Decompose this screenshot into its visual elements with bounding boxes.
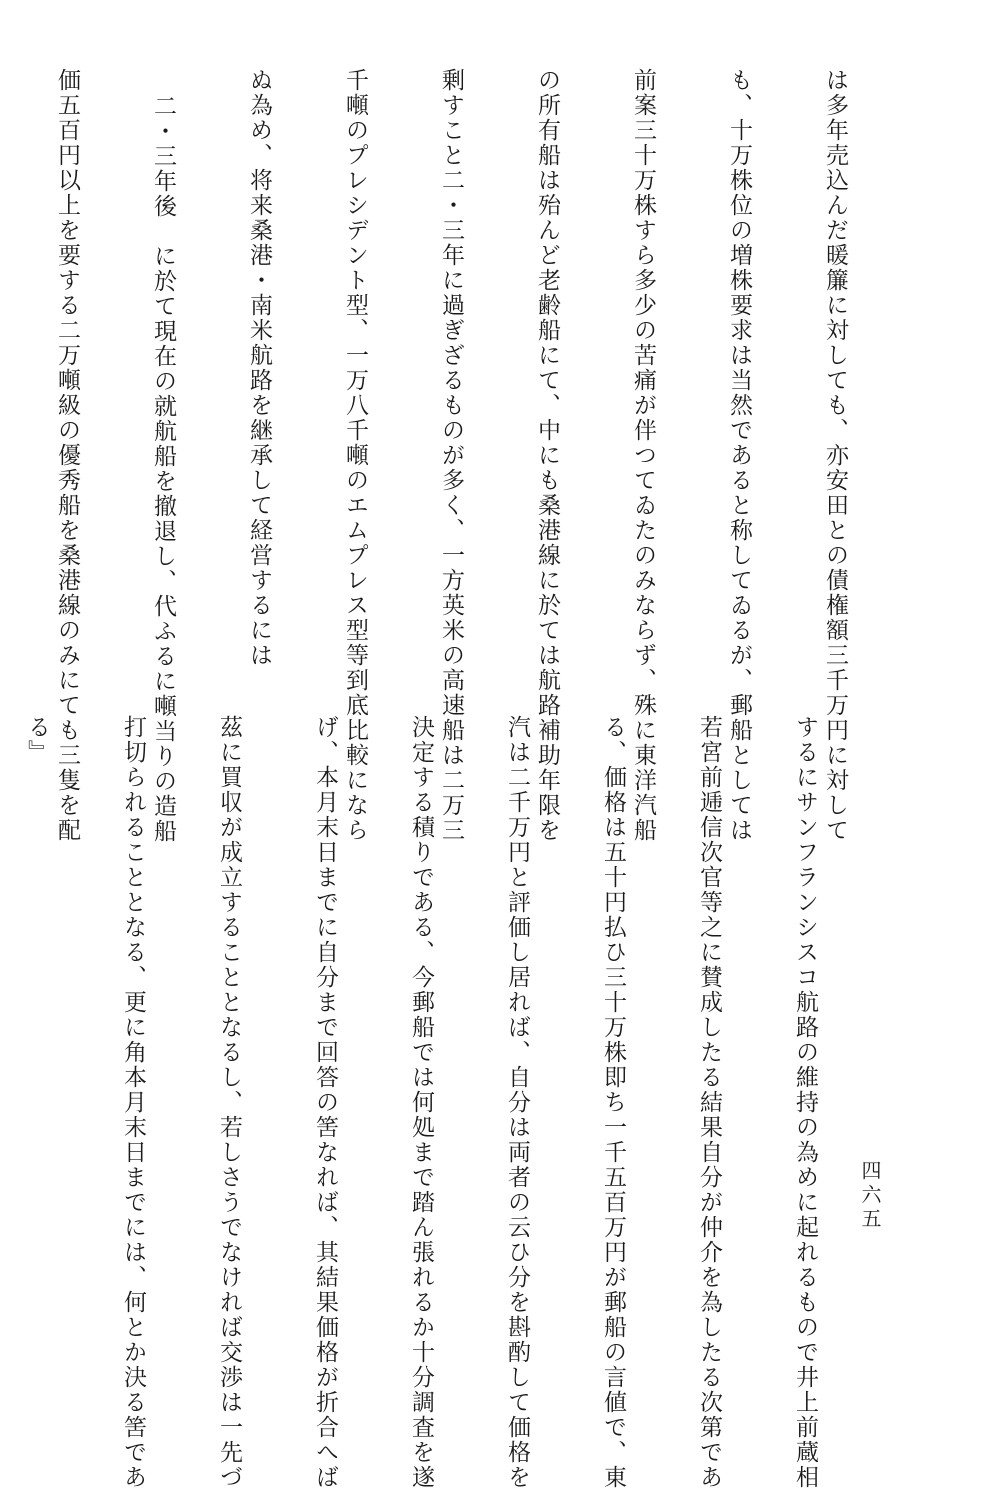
text-column: 汽は二千万円と評価し居れば、自分は両者の云ひ分を斟酌して価格を: [504, 715, 530, 1490]
text-column: げ、本月末日までに自分まで回答の筈なれば、其結果価格が折合へば: [312, 715, 338, 1490]
text-column: は多年売込んだ暖簾に対しても、亦安田との債権額三千万円に対して: [822, 68, 848, 843]
text-column: 決定する積りである、今郵船では何処まで踏ん張れるか十分調査を遂: [408, 715, 434, 1490]
text-column: 千噸のプレシデント型、一万八千噸のエムプレス型等到底比較になら: [342, 68, 368, 843]
text-column: ぬ為め、将来桑港・南米航路を継承して経営するには: [246, 68, 272, 668]
text-column: 価五百円以上を要する二万噸級の優秀船を桑港線のみにても三隻を配: [54, 68, 80, 843]
page-number: 四六五: [858, 1160, 882, 1232]
text-column: る、価格は五十円払ひ三十万株即ち一千五百万円が郵船の言値で、東: [600, 715, 626, 1490]
text-column: 二・三年後 に於て現在の就航船を撤退し、代ふるに噸当りの造船: [150, 94, 176, 844]
text-column: するにサンフランシスコ航路の維持の為めに起れるもので井上前蔵相: [792, 715, 818, 1490]
text-column: 剰すこと二・三年に過ぎざるものが多く、一方英米の高速船は二万三: [438, 68, 464, 843]
text-column: も、十万株位の増株要求は当然であると称してゐるが、郵船としては: [726, 68, 752, 843]
upper-text-block: [54, 68, 915, 844]
lower-text-block: [24, 715, 885, 1490]
text-column: 打切られることとなる、更に角本月末日までには、何とか決る筈であ: [120, 715, 146, 1490]
text-column: 前案三十万株すら多少の苦痛が伴つてゐたのみならず、殊に東洋汽船: [630, 68, 656, 843]
text-column: 若宮前逓信次官等之に賛成したる結果自分が仲介を為したる次第であ: [696, 715, 722, 1490]
text-column: る』: [24, 715, 50, 765]
text-column: 茲に買収が成立することとなるし、若しさうでなければ交渉は一先づ: [216, 715, 242, 1490]
text-column: の所有船は殆んど老齢船にて、中にも桑港線に於ては航路補助年限を: [534, 68, 560, 843]
